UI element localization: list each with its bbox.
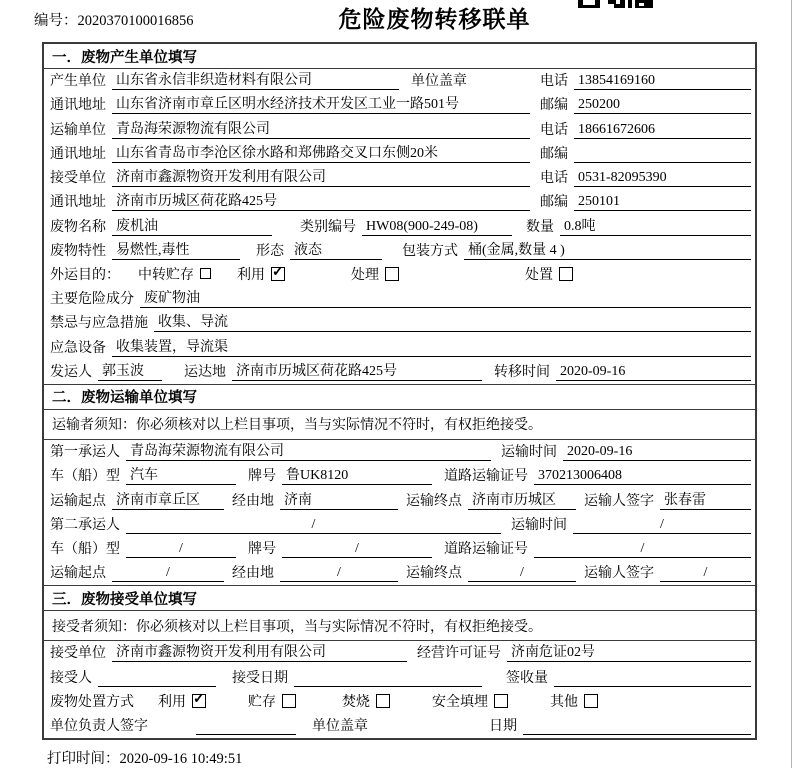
endpoint-label: 运输终点 (406, 493, 462, 509)
transporter-phone-value: 18661672606 (574, 122, 751, 139)
disposal-option-landfill (432, 691, 508, 711)
via-label: 经由地 (232, 566, 274, 582)
packing-value: 桶(金属,数量 4 ) (464, 239, 751, 260)
physical-form-label: 形态 (256, 243, 284, 259)
endpoint-value: 济南市历城区 (468, 489, 576, 510)
first-carrier-value: 青岛海荣源物流有限公司 (126, 440, 491, 461)
receiver-notice: 接受者须知：你必须核对以上栏目事项，当与实际情况不符时，有权拒绝接受。 (44, 611, 755, 641)
first-carrier-label: 第一承运人 (50, 445, 120, 461)
vehicle-type-row-2 (44, 537, 755, 561)
accept-unit-value: 济南市鑫源物资开发利用有限公司 (112, 641, 407, 662)
serial-value: 2020370100016856 (77, 13, 194, 29)
second-carrier-row (44, 513, 755, 537)
page-title: 危险废物转移联单 (338, 7, 531, 32)
phone-label: 电话 (540, 74, 568, 90)
via-label: 经由地 (232, 493, 274, 509)
disposal-option-utilize (158, 691, 206, 711)
category-code-value: HW08(900-249-08) (362, 219, 512, 236)
serial-label: 编号： (34, 13, 78, 29)
checkbox-treat (385, 267, 399, 281)
option-label: 处理 (351, 267, 379, 283)
endpoint-value-2: / (468, 565, 576, 582)
carrier-signature-label: 运输人签字 (584, 566, 654, 582)
recipient-value (98, 670, 216, 687)
accept-unit-row (44, 641, 755, 665)
first-carrier-time-value: 2020-09-16 (563, 444, 751, 461)
checkbox-utilize (271, 267, 285, 281)
transfer-time-label: 转移时间 (494, 364, 550, 380)
transporter-address-row (44, 142, 755, 166)
zip-label: 邮编 (540, 146, 568, 162)
transporter-unit-value: 青岛海荣源物流有限公司 (112, 118, 530, 139)
section1-title: 一．废物产生单位填写 (44, 44, 755, 69)
checkbox-disposal-incinerate (376, 694, 390, 708)
second-carrier-label: 第二承运人 (50, 517, 120, 533)
taboo-measures-row (44, 311, 755, 335)
purpose-label: 外运目的： (50, 267, 120, 283)
plate-number-label: 牌号 (248, 469, 276, 485)
physical-form-value: 液态 (290, 239, 382, 260)
road-license-label: 道路运输证号 (444, 541, 528, 557)
destination-label: 运达地 (184, 364, 226, 380)
transport-time-label: 运输时间 (501, 445, 557, 461)
receiver-unit-value: 济南市鑫源物资开发利用有限公司 (112, 166, 530, 187)
transporter-address-value: 山东省青岛市李沧区徐水路和郑佛路交叉口东侧20米 (112, 142, 530, 163)
checkbox-disposal-other (584, 694, 598, 708)
producer-address-row (44, 93, 755, 117)
waste-character-label: 废物特性 (50, 243, 106, 259)
transporter-notice: 运输者须知：你必须核对以上栏目事项，当与实际情况不符时，有权拒绝接受。 (44, 410, 755, 440)
producer-zip-value: 250200 (574, 97, 751, 114)
address-label: 通讯地址 (50, 98, 106, 114)
option-label: 处置 (525, 267, 553, 283)
vehicle-type-value-2: / (126, 541, 236, 558)
receiver-unit-row (44, 166, 755, 190)
zip-label: 邮编 (540, 98, 568, 114)
road-license-value-2: / (534, 541, 751, 558)
origin-value-2: / (112, 565, 224, 582)
unit-stamp-label: 单位盖章 (411, 74, 467, 90)
emergency-equipment-label: 应急设备 (50, 340, 106, 356)
vehicle-type-label: 车（船）型 (50, 541, 120, 557)
purpose-option-utilize (237, 264, 285, 284)
producer-unit-label: 产生单位 (50, 74, 106, 90)
plate-number-label: 牌号 (248, 541, 276, 557)
route-row-1 (44, 488, 755, 512)
receiver-phone-value: 0531-82095390 (574, 170, 751, 187)
producer-unit-row (44, 69, 755, 93)
waste-name-value: 废机油 (112, 215, 272, 236)
quantity-value: 0.8吨 (560, 215, 751, 236)
purpose-option-transfer-storage (138, 264, 211, 284)
waste-name-label: 废物名称 (50, 219, 106, 235)
origin-label: 运输起点 (50, 493, 106, 509)
disposal-option-other (550, 691, 598, 711)
phone-label: 电话 (540, 122, 568, 138)
emergency-equipment-row (44, 335, 755, 359)
option-label: 中转贮存 (138, 267, 194, 283)
waste-character-row (44, 239, 755, 263)
qr-code-fragment-icon (578, 0, 653, 8)
road-license-value: 370213006408 (534, 468, 751, 485)
option-label: 贮存 (248, 694, 276, 710)
recipient-row (44, 665, 755, 689)
second-carrier-value: / (126, 517, 501, 534)
unit-stamp-label: 单位盖章 (312, 719, 368, 735)
shipper-label: 发运人 (50, 364, 92, 380)
disposal-method-row (44, 690, 755, 714)
date-value (523, 718, 751, 735)
hazard-component-row (44, 287, 755, 311)
transporter-unit-label: 运输单位 (50, 122, 106, 138)
accept-date-value (294, 670, 482, 687)
second-carrier-time-value: / (573, 517, 751, 534)
vehicle-type-value: 汽车 (126, 464, 236, 485)
purpose-row (44, 263, 755, 287)
option-label: 利用 (158, 694, 186, 710)
destination-value: 济南市历城区荷花路425号 (232, 360, 482, 381)
carrier-signature-value-2: / (660, 565, 751, 582)
packing-label: 包装方式 (402, 243, 458, 259)
phone-label: 电话 (540, 171, 568, 187)
address-label: 通讯地址 (50, 195, 106, 211)
disposal-option-store (248, 691, 296, 711)
via-value: 济南 (280, 489, 398, 510)
transporter-unit-row (44, 117, 755, 141)
manifest-form (42, 42, 757, 740)
section3-title: 三．废物接受单位填写 (44, 585, 755, 611)
taboo-measures-value: 收集、导流 (154, 311, 751, 332)
producer-address-value: 山东省济南市章丘区明水经济技术开发区工业一路501号 (112, 93, 530, 114)
shipper-row (44, 360, 755, 384)
category-code-label: 类别编号 (300, 219, 356, 235)
receiver-zip-value: 250101 (574, 194, 751, 211)
receiver-unit-label: 接受单位 (50, 171, 106, 187)
transfer-time-value: 2020-09-16 (556, 364, 751, 381)
checkbox-disposal-store (282, 694, 296, 708)
option-label: 焚烧 (342, 694, 370, 710)
via-value-2: / (280, 565, 398, 582)
disposal-option-incinerate (342, 691, 390, 711)
purpose-option-treat (351, 264, 399, 284)
producer-phone-value: 13854169160 (574, 73, 751, 90)
option-label: 其他 (550, 694, 578, 710)
section2-title: 二．废物运输单位填写 (44, 384, 755, 410)
accept-date-label: 接受日期 (232, 670, 288, 686)
option-label: 安全填埋 (432, 694, 488, 710)
receiver-address-value: 济南市历城区荷花路425号 (112, 190, 530, 211)
signed-amount-label: 签收量 (506, 670, 548, 686)
recipient-label: 接受人 (50, 670, 92, 686)
date-label: 日期 (489, 719, 517, 735)
road-license-label: 道路运输证号 (444, 469, 528, 485)
permit-number-value: 济南危证02号 (507, 641, 751, 662)
taboo-measures-label: 禁忌与应急措施 (50, 316, 148, 332)
purpose-option-dispose (525, 264, 573, 284)
receiver-address-row (44, 190, 755, 214)
checkbox-disposal-utilize (192, 694, 206, 708)
permit-number-label: 经营许可证号 (417, 646, 501, 662)
first-carrier-row (44, 440, 755, 464)
head-signature-label: 单位负责人签字 (50, 719, 148, 735)
transporter-zip-value (574, 146, 751, 163)
zip-label: 邮编 (540, 195, 568, 211)
hazard-component-value: 废矿物油 (140, 287, 751, 308)
checkbox-transfer-storage (200, 268, 211, 279)
quantity-label: 数量 (526, 219, 554, 235)
hazard-component-label: 主要危险成分 (50, 292, 134, 308)
carrier-signature-value: 张春雷 (660, 489, 751, 510)
accept-unit-label: 接受单位 (50, 646, 106, 662)
plate-number-value: 鲁UK8120 (282, 464, 432, 485)
option-label: 利用 (237, 267, 265, 283)
waste-name-row (44, 214, 755, 238)
emergency-equipment-value: 收集装置，导流渠 (112, 336, 751, 357)
head-signature-value (196, 718, 296, 735)
shipper-value: 郭玉波 (98, 360, 162, 381)
vehicle-type-row-1 (44, 464, 755, 488)
endpoint-label: 运输终点 (406, 566, 462, 582)
page-edge-divider (791, 0, 792, 768)
origin-value: 济南市章丘区 (112, 489, 224, 510)
transport-time-label: 运输时间 (511, 517, 567, 533)
signed-amount-value (554, 670, 751, 687)
route-row-2 (44, 561, 755, 585)
plate-number-value-2: / (282, 541, 432, 558)
waste-character-value: 易燃性,毒性 (112, 239, 240, 260)
head-signature-row (44, 714, 755, 738)
print-time (47, 747, 242, 768)
vehicle-type-label: 车（船）型 (50, 469, 120, 485)
checkbox-disposal-landfill (494, 694, 508, 708)
checkbox-dispose (559, 267, 573, 281)
origin-label: 运输起点 (50, 566, 106, 582)
address-label: 通讯地址 (50, 146, 106, 162)
disposal-method-label: 废物处置方式 (50, 694, 134, 710)
carrier-signature-label: 运输人签字 (584, 493, 654, 509)
print-time-label: 打印时间： (47, 751, 120, 767)
producer-unit-value: 山东省永信非织造材料有限公司 (112, 69, 399, 90)
print-time-value: 2020-09-16 10:49:51 (119, 751, 243, 767)
